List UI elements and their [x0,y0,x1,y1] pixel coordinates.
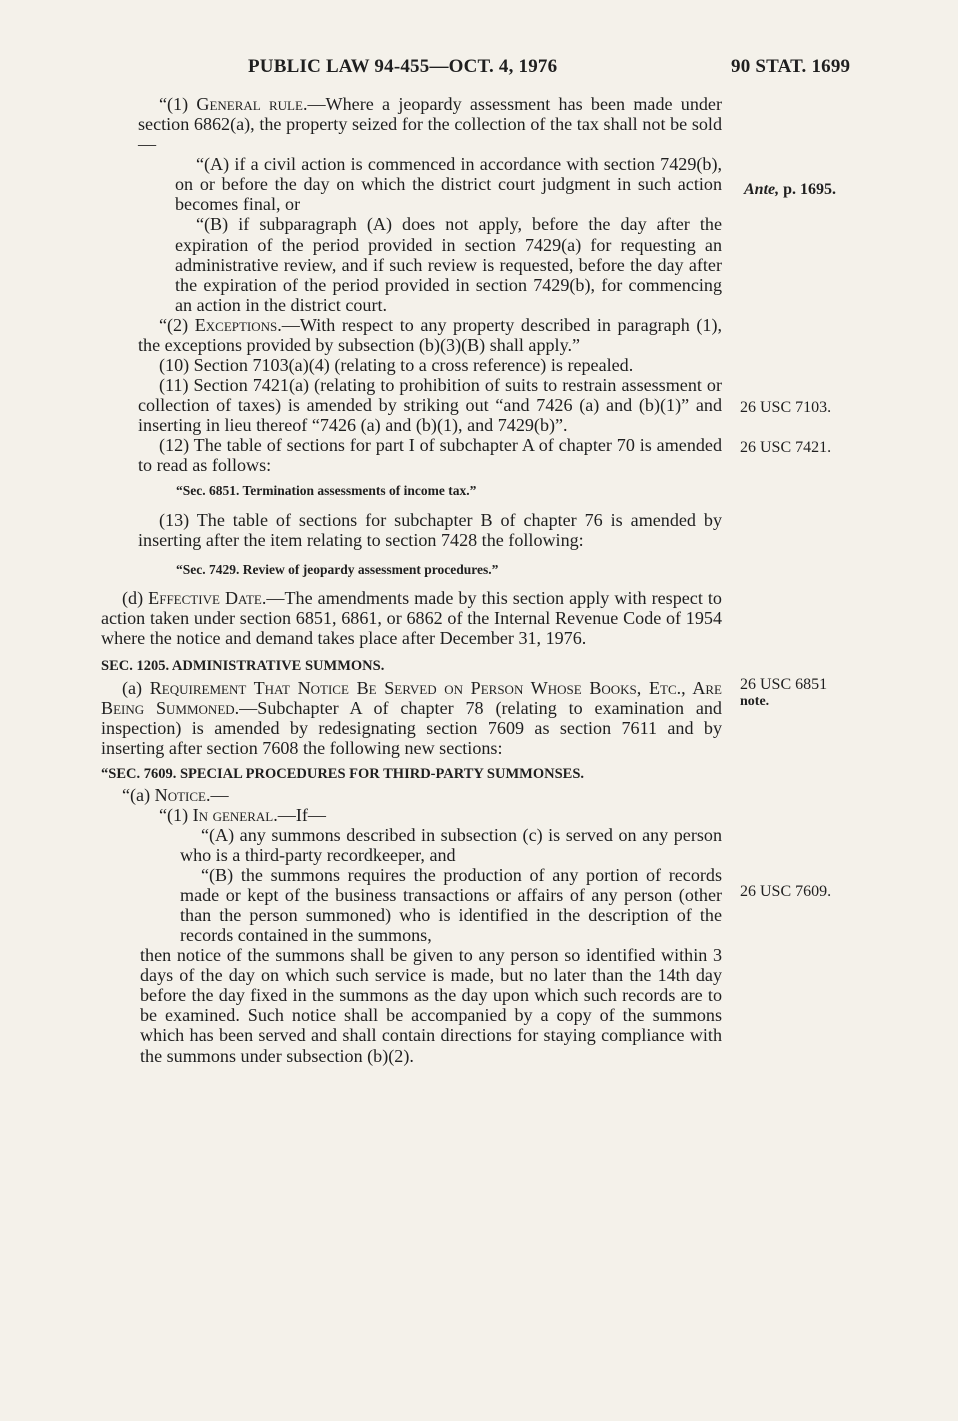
heading-notice: Notice [154,784,206,805]
margin-note-usc-6851-note: note. [740,694,770,709]
margin-note-ante: Ante, p. 1695. [744,181,837,198]
para-12: (12) The table of sections for part I of subchapter A of chapter 70 is amended to read as follows: [138,435,722,476]
margin-note-usc-6851: 26 USC 6851 [740,676,828,693]
section-1205-heading: SEC. 1205. ADMINISTRATIVE SUMMONS. [101,658,385,675]
para-7609-B: “(B) the summons requires the production of any portion of records made or kept of the business transactions or affairs of any person (other than the person summoned) who is identified in the description of the records contained in the summons, [180,864,722,946]
section-7609-heading: “SEC. 7609. SPECIAL PROCEDURES FOR THIRD-PARTY SUMMONSES. [101,766,585,783]
para-exceptions: “(2) Exceptions.—With respect to any property described in paragraph (1), the exceptions provided by subsection (b)(3)(B) shall apply.” [138,314,722,355]
para-B: “(B) if subparagraph (A) does not apply, before the day after the expiration of the period provided in section 7429(a) for requesting an administrative review, and if such review is requested, before the day after the expiration of the period provided in section 7429(b), for commencing an action in the district court. [175,214,722,315]
page-header-title: PUBLIC LAW 94-455—OCT. 4, 1976 [248,56,558,77]
para-7609a1: “(1) In general.—If— [159,804,327,825]
para-A: “(A) if a civil action is commenced in accordance with section 7429(b), on or before the day on which the district court judgment in such action becomes final, or [175,154,722,215]
table-entry-7429: “Sec. 7429. Review of jeopardy assessment procedures.” [176,561,499,577]
para-11: (11) Section 7421(a) (relating to prohibition of suits to restrain assessment or collection of taxes) is amended by striking out “and 7426 (a) and (b)(1)” and inserting in lieu thereof “7426 (a) and (b)(1), and 7429(b)”. [138,375,722,436]
para-general-rule: “(1) General rule.—Where a jeopardy assessment has been made under section 6862(a), the property seized for the collection of the tax shall not be sold— [138,94,722,155]
para-10: (10) Section 7103(a)(4) (relating to a cross reference) is repealed. [159,355,634,376]
heading-effective-date: Effective Date [148,587,262,608]
para-7609-A: “(A) any summons described in subsection (c) is served on any person who is a third-party recordkeeper, and [180,824,722,865]
para-7609a: “(a) Notice.— [122,784,229,805]
para-13: (13) The table of sections for subchapter B of chapter 76 is amended by inserting after the item relating to section 7428 the following: [138,509,722,550]
margin-note-usc-7421: 26 USC 7421. [740,439,832,456]
table-entry-6851: “Sec. 6851. Termination assessments of income tax.” [176,483,477,499]
para-1205a: (a) Requirement That Notice Be Served on Person Whose Books, Etc., Are Being Summoned.—Subchapter A of chapter 78 (relating to examination and inspection) is amended by redesignating section 7609 as section 7611 and by inserting after section 7608 the following new sections: [101,678,722,759]
para-effective-date: (d) Effective Date.—The amendments made by this section apply with respect to action taken under section 6851, 6861, or 6862 of the Internal Revenue Code of 1954 where the notice and demand takes place after December 31, 1976. [101,587,722,648]
para-7609-then: then notice of the summons shall be given to any person so identified within 3 days of the day on which such service is made, but no later than the 14th day before the day fixed in the summons as the day upon which such records are to be examined. Such notice shall be accompanied by a copy of the summons which has been served and shall contain directions for staying compliance with the summons under subsection (b)(2). [140,945,722,1066]
margin-note-usc-7103: 26 USC 7103. [740,399,832,416]
heading-notice-requirement: Requirement That Notice Be Served on Person Whose Books, Etc., Are Being Summoned [101,678,722,719]
heading-in-general: In general [192,804,274,825]
heading-general-rule: General rule [196,94,303,114]
statute-body [101,94,722,1066]
heading-exceptions: Exceptions [194,314,278,335]
page-header-stat: 90 STAT. 1699 [731,56,851,77]
margin-note-usc-7609: 26 USC 7609. [740,883,832,900]
